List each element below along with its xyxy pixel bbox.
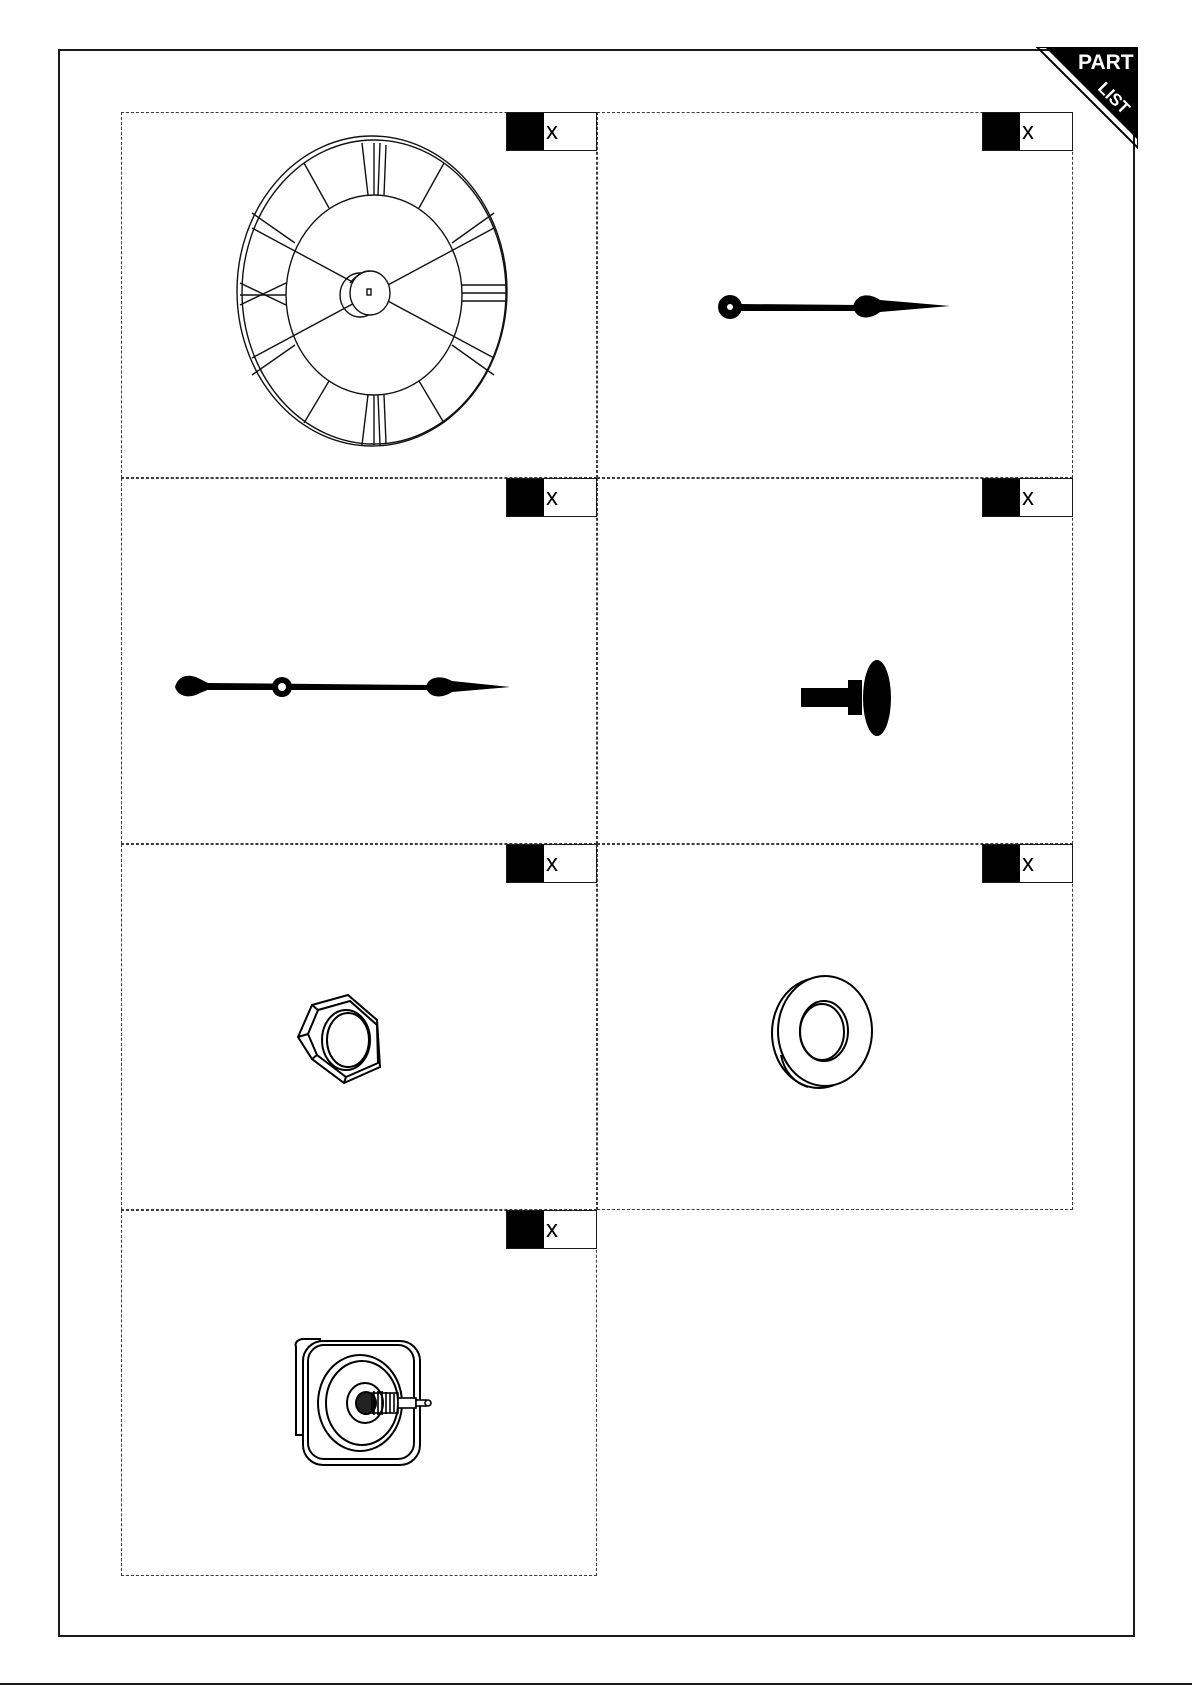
- corner-label-part: PART: [1078, 51, 1134, 74]
- quantity-multiplier: x: [1022, 849, 1034, 877]
- part-cell-clock-movement: [121, 1210, 597, 1576]
- cap-nut-icon: [598, 479, 1074, 845]
- quantity-multiplier: x: [546, 849, 558, 877]
- part-cell-second-hand: [121, 478, 597, 844]
- part-cell-washer: [597, 844, 1073, 1210]
- minute-hand-icon: [598, 113, 1074, 479]
- corner-label-list: LIST: [1094, 78, 1134, 118]
- quantity-multiplier: x: [1022, 483, 1034, 511]
- quantity-multiplier: x: [546, 1215, 558, 1243]
- part-cell-clock-face: [121, 112, 597, 478]
- part-cell-cap-nut: [597, 478, 1073, 844]
- roman-clock-face-icon: [122, 113, 598, 479]
- quantity-multiplier: x: [546, 117, 558, 145]
- part-cell-minute-hand: [597, 112, 1073, 478]
- quantity-multiplier: x: [1022, 117, 1034, 145]
- second-hand-icon: [122, 479, 598, 845]
- quantity-multiplier: x: [546, 483, 558, 511]
- part-cell-hex-nut: [121, 844, 597, 1210]
- hex-nut-icon: [122, 845, 598, 1211]
- washer-icon: [598, 845, 1074, 1211]
- clock-movement-icon: [122, 1211, 598, 1577]
